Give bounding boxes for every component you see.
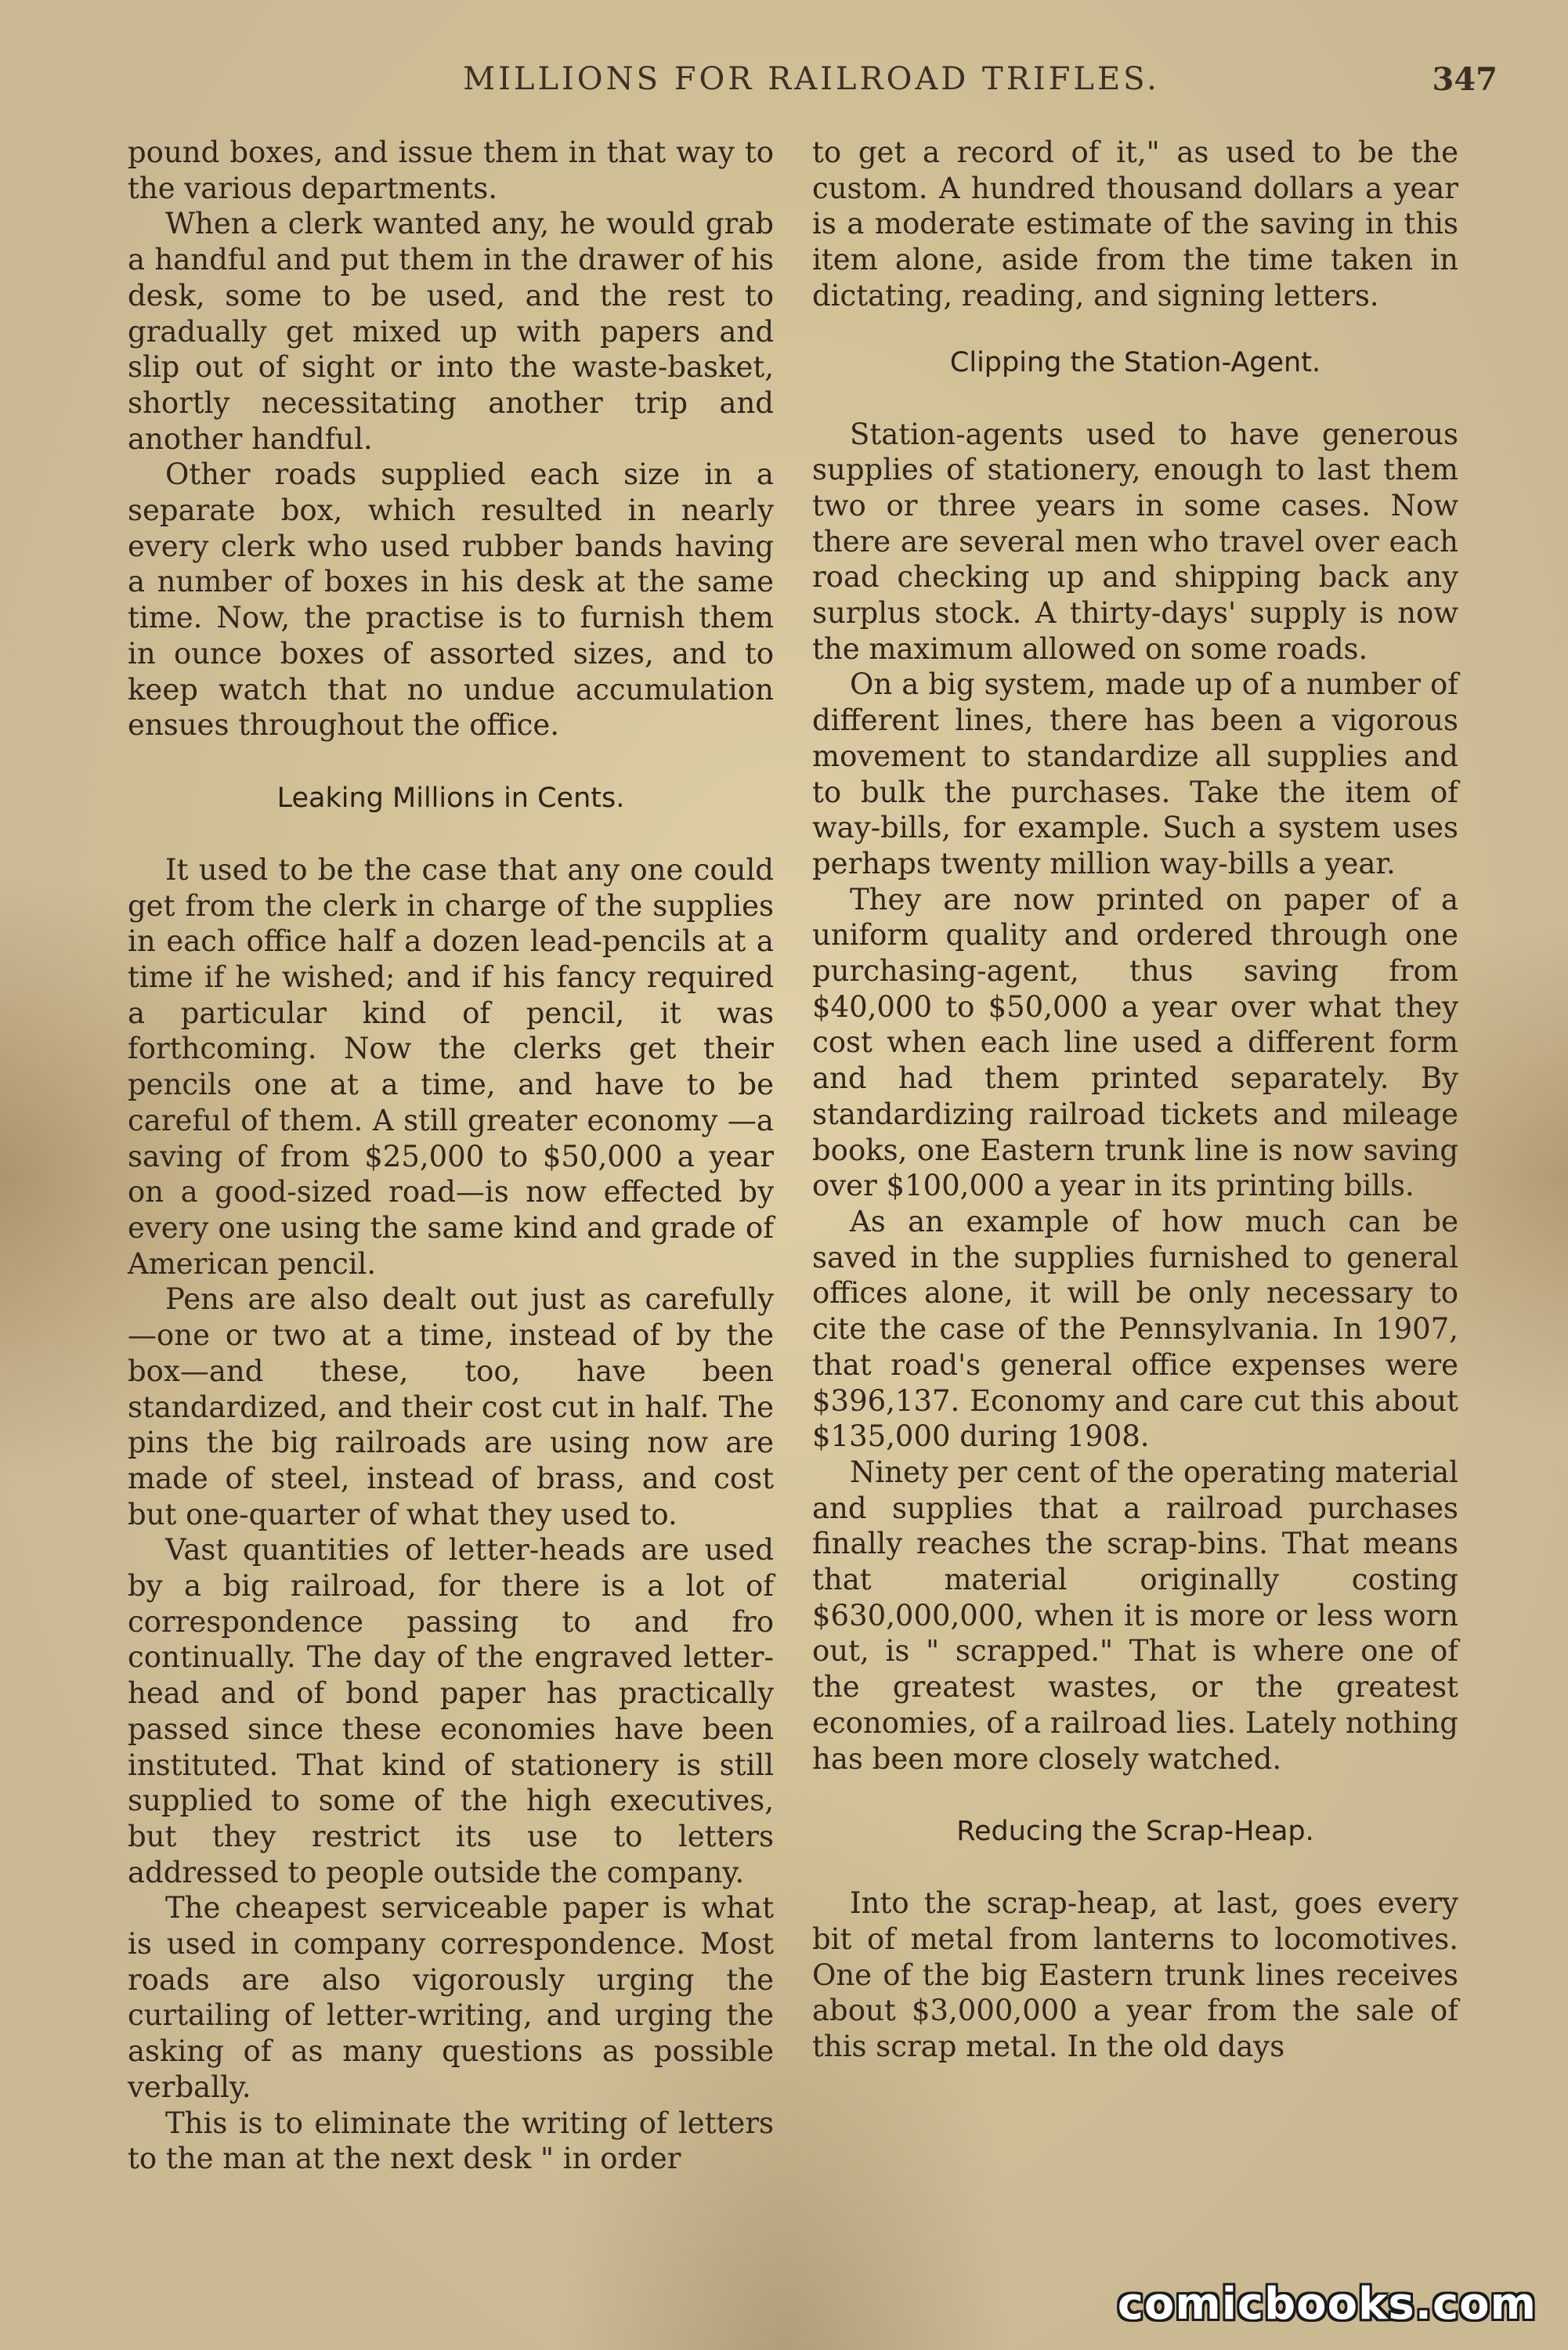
paragraph: The cheapest serviceable paper is what is used in company correspondence. Most roads are also vigorously urging the curtailing of letter-writing, and urging the asking of as many questions as possible verbally. (128, 1891, 774, 2104)
paragraph: Pens are also dealt out just as carefully —one or two at a time, instead of by the box—and these, too, have been standardized, and their cost cut in half. The pins the big railroads are using now are made of steel, instead of brass, and cost but one-quarter of what they used to. (128, 1282, 774, 1531)
section-heading: Reducing the Scrap-Heap. (956, 1816, 1314, 1848)
watermark-logo: comicbooks.com (1117, 2279, 1537, 2330)
paragraph: This is to eliminate the writing of letters to the man at the next desk " in order (128, 2106, 774, 2176)
paragraph: As an example of how much can be saved in the supplies furnished to general offices alone, it will be only necessary to cite the case of the Pennsylvania. In 1907, that road's general office expenses were $396,137. Economy and care cut this about $135,000 during 1908. (812, 1204, 1458, 1454)
page-number: 347 (1432, 61, 1498, 98)
running-title: MILLIONS FOR RAILROAD TRIFLES. (463, 61, 1160, 97)
paragraph: to get a record of it," as used to be the custom. A hundred thousand dollars a year is a moderate estimate of the saving in this item alone, aside from the time taken in dictating, reading, and signing letters. (812, 136, 1458, 313)
page-header (125, 61, 1498, 116)
paragraph: Other roads supplied each size in a separate box, which resulted in nearly every clerk who used rubber bands having a number of boxes in his desk at the same time. Now, the practise is to furnish them in ounce boxes of assorted sizes, and to keep watch that no undue accumulation ensues throughout the office. (128, 457, 774, 743)
paragraph: Ninety per cent of the operating material and supplies that a railroad purchases finally reaches the scrap-bins. That means that material originally costing $630,000,000, when it is more or less worn out, is " scrapped." That is where one of the greatest wastes, or the greatest economies, of a railroad lies. Lately nothing has been more closely watched. (812, 1455, 1458, 1776)
right-column (812, 135, 1458, 2065)
paragraph: Into the scrap-heap, at last, goes every bit of metal from lanterns to locomotives. One of the big Eastern trunk lines receives about $3,000,000 a year from the sale of this scrap metal. In the old days (812, 1886, 1458, 2064)
paragraph: Vast quantities of letter-heads are used by a big railroad, for there is a lot of correspondence passing to and fro continually. The day of the engraved letter-head and of bond paper has practically passed since these economies have been instituted. That kind of stationery is still supplied to some of the high executives, but they restrict its use to letters addressed to people outside the company. (128, 1533, 774, 1889)
paragraph: It used to be the case that any one could get from the clerk in charge of the supplies in each office half a dozen lead-pencils at a time if he wished; and if his fancy required a particular kind of pencil, it was forthcoming. Now the clerks get their pencils one at a time, and have to be careful of them. A still greater economy —a saving of from $25,000 to $50,000 a year on a good-sized road—is now effected by every one using the same kind and grade of American pencil. (128, 852, 774, 1281)
left-column (128, 135, 774, 2177)
section-heading: Clipping the Station-Agent. (949, 346, 1321, 378)
paragraph: Station-agents used to have generous supplies of stationery, enough to last them two or three years in some cases. Now there are several men who travel over each road checking up and shipping back any surplus stock. A thirty-days' supply is now the maximum allowed on some roads. (812, 417, 1458, 666)
paragraph: pound boxes, and issue them in that way to the various departments. (128, 136, 774, 205)
paragraph: When a clerk wanted any, he would grab a handful and put them in the drawer of his desk, some to be used, and the rest to gradually get mixed up with papers and slip out of sight or into the waste-basket, shortly necessitating another trip and another handful. (128, 207, 774, 456)
paragraph: On a big system, made up of a number of different lines, there has been a vigorous movement to standardize all supplies and to bulk the purchases. Take the item of way-bills, for example. Such a system uses perhaps twenty million way-bills a year. (812, 667, 1458, 880)
paragraph: They are now printed on paper of a uniform quality and ordered through one purchasing-agent, thus saving from $40,000 to $50,000 a year over what they cost when each line used a different form and had them printed separately. By standardizing railroad tickets and mileage books, one Eastern trunk line is now saving over $100,000 a year in its printing bills. (812, 882, 1458, 1203)
section-heading: Leaking Millions in Cents. (276, 782, 625, 814)
